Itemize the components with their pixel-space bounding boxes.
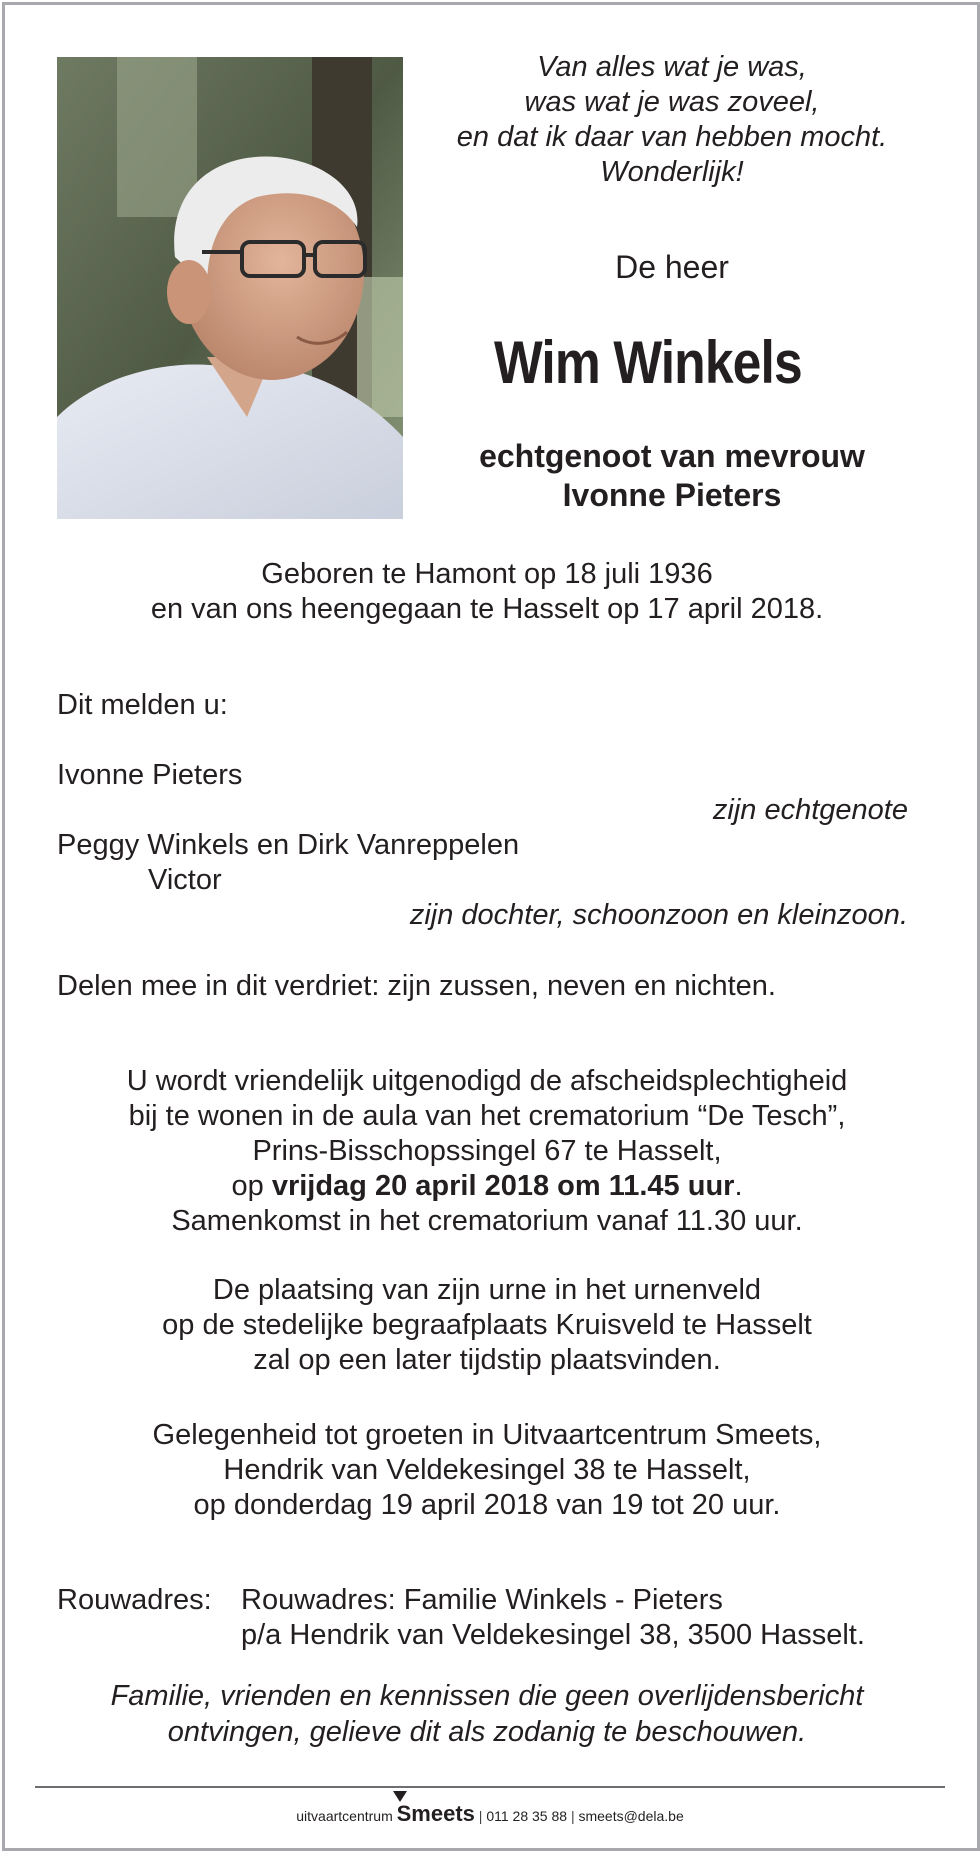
ceremony-datetime-suffix: . [734, 1170, 743, 1202]
visitation-line: Gelegenheid tot groeten in Uitvaartcentrum Smeets, [152, 1419, 822, 1451]
footer-brand-name: Smeets [396, 1801, 475, 1826]
footer-separator: | [478, 1808, 483, 1824]
family-children-relation: zijn dochter, schoonzoon en kleinzoon. [409, 899, 908, 931]
ceremony-info [57, 1064, 917, 1239]
deceased-name: Wim Winkels [493, 329, 802, 396]
verse-line: Wonderlijk! [600, 156, 744, 188]
urn-line: op de stedelijke begraafplaats Kruisveld te Hasselt [162, 1309, 812, 1341]
ceremony-datetime [57, 1169, 917, 1204]
birth-death-info [57, 557, 917, 627]
verse [420, 50, 924, 190]
mourning-address-line1: Rouwadres: Familie Winkels - Pieters [241, 1584, 723, 1616]
spouse-line: echtgenoot van mevrouw [479, 438, 865, 474]
family-grandchild: Victor [148, 864, 222, 896]
salutation: De heer [615, 249, 729, 285]
closing-note-line: Familie, vrienden en kennissen die geen overlijdensbericht [110, 1680, 864, 1712]
verse-line: en dat ik daar van hebben mocht. [456, 121, 888, 153]
ceremony-line: Samenkomst in het crematorium vanaf 11.30 uur. [171, 1205, 803, 1237]
ceremony-datetime-prefix: op [231, 1170, 272, 1202]
shared-grief: Delen mee in dit verdriet: zijn zussen, neven en nichten. [57, 970, 776, 1002]
ceremony-line: bij te wonen in de aula van het crematorium “De Tesch”, [128, 1100, 846, 1132]
visitation-info [57, 1418, 917, 1523]
ceremony-line: U wordt vriendelijk uitgenodigd de afscheidsplechtigheid [126, 1065, 848, 1097]
family-spouse-name: Ivonne Pieters [57, 759, 243, 791]
footer-brand-prefix: uitvaartcentrum [296, 1808, 393, 1824]
spouse-line: Ivonne Pieters [562, 477, 782, 513]
birth-line: Geboren te Hamont op 18 juli 1936 [261, 558, 713, 590]
death-line: en van ons heengegaan te Hasselt op 17 april 2018. [150, 593, 824, 625]
closing-note [57, 1678, 917, 1750]
ceremony-datetime-bold: vrijdag 20 april 2018 om 11.45 uur [271, 1170, 735, 1202]
footer [0, 1802, 980, 1828]
family-children: Peggy Winkels en Dirk Vanreppelen [57, 829, 520, 861]
mourning-address-line2: p/a Hendrik van Veldekesingel 38, 3500 Hasselt. [241, 1619, 865, 1651]
announce-intro: Dit melden u: [57, 689, 228, 721]
mourning-address-label: Rouwadres: [57, 1584, 212, 1616]
verse-line: was wat je was zoveel, [524, 86, 820, 118]
spouse-description [420, 437, 924, 515]
verse-line: Van alles wat je was, [537, 51, 807, 83]
urn-line: zal op een later tijdstip plaatsvinden. [253, 1344, 721, 1376]
footer-separator: | [570, 1808, 575, 1824]
footer-divider [35, 1786, 945, 1788]
family-spouse-relation: zijn echtgenote [712, 794, 908, 826]
visitation-line: Hendrik van Veldekesingel 38 te Hasselt, [223, 1454, 751, 1486]
closing-note-line: ontvingen, gelieve dit als zodanig te beschouwen. [167, 1716, 807, 1748]
ceremony-line: Prins-Bisschopssingel 67 te Hasselt, [252, 1135, 722, 1167]
portrait-photo-image [57, 57, 403, 519]
urn-info [57, 1273, 917, 1378]
footer-email: smeets@dela.be [578, 1808, 684, 1824]
footer-phone: 011 28 35 88 [486, 1808, 568, 1824]
portrait-photo [57, 57, 403, 519]
visitation-line: op donderdag 19 april 2018 van 19 tot 20 uur. [193, 1489, 781, 1521]
urn-line: De plaatsing van zijn urne in het urnenveld [212, 1274, 762, 1306]
